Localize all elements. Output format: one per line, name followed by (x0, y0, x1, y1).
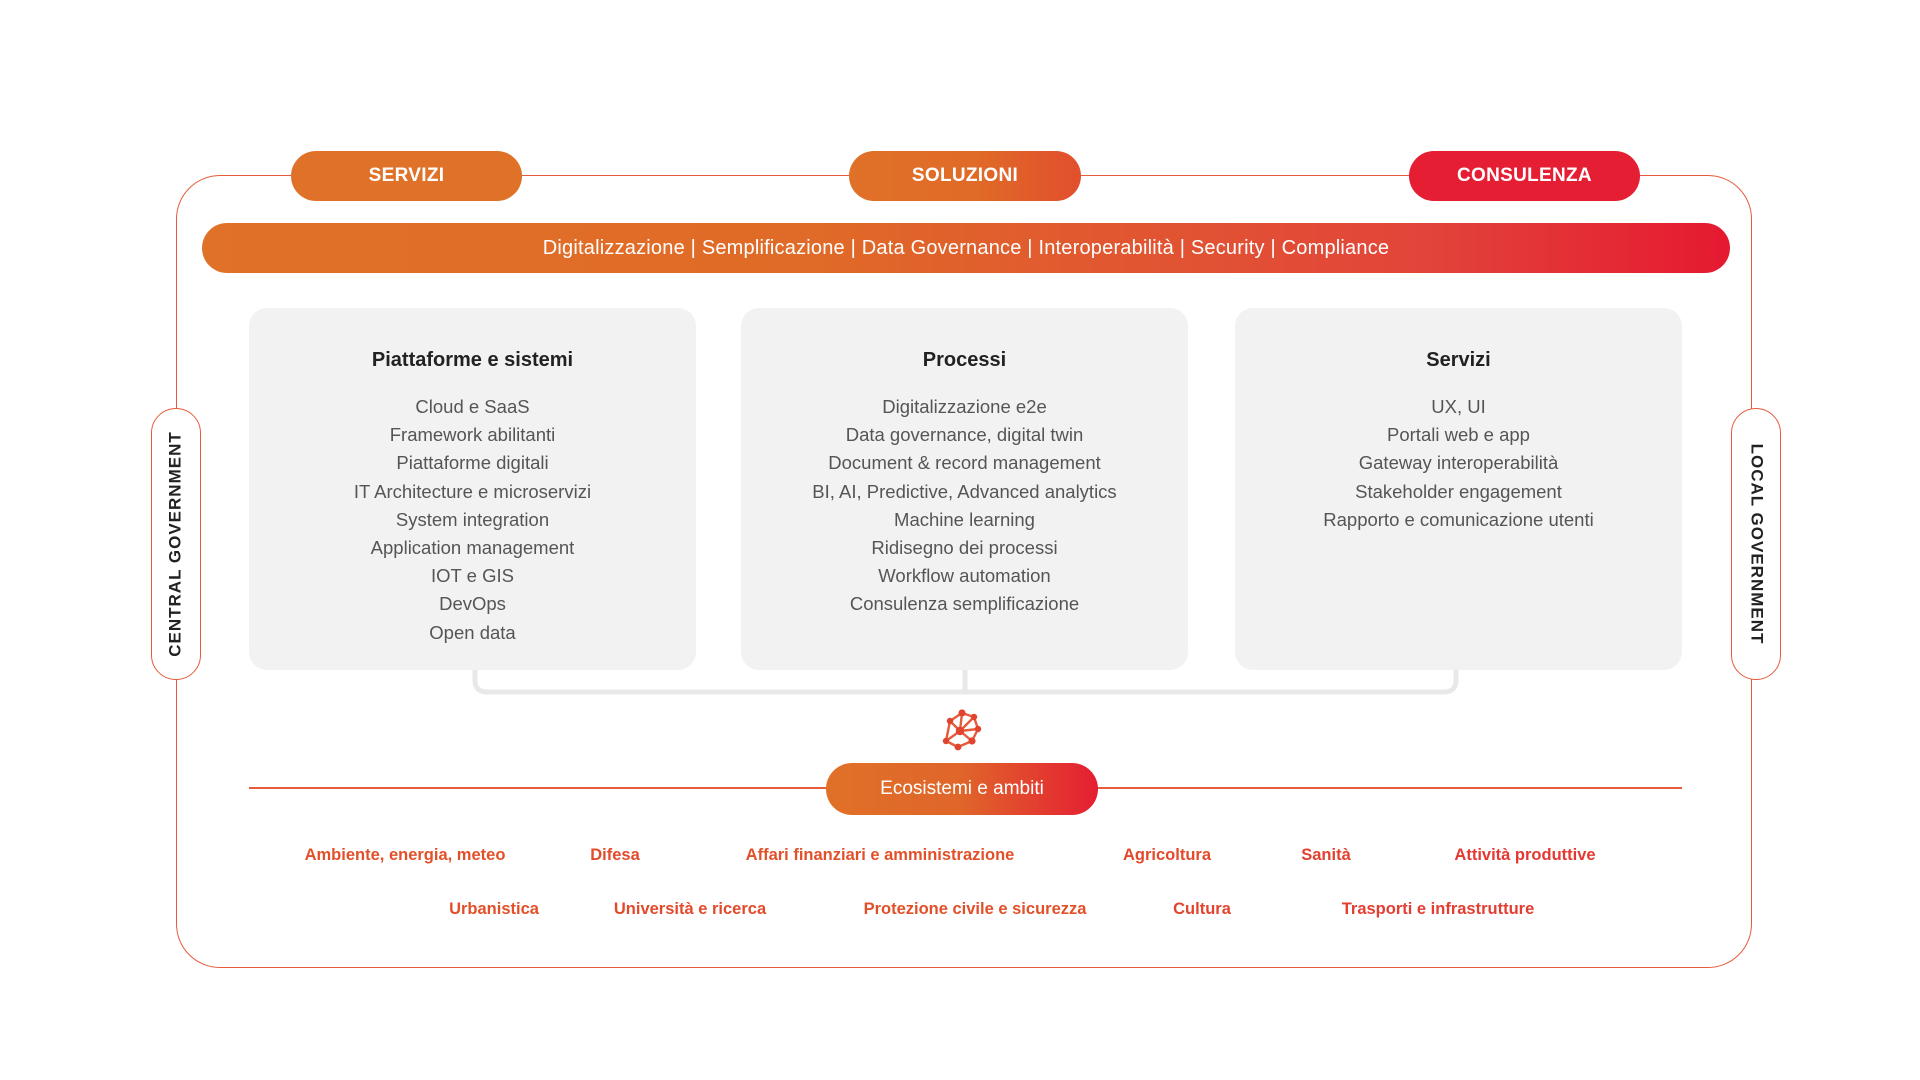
card-list-item: Data governance, digital twin (845, 424, 1084, 446)
local-government-label: LOCAL GOVERNMENT (1747, 443, 1766, 645)
card-list-item: DevOps (439, 593, 506, 615)
ecosystem-item: Affari finanziari e amministrazione (745, 846, 1015, 864)
ecosystem-item: Attività produttive (1454, 846, 1596, 864)
card-title: Processi (922, 349, 1007, 371)
tab-consulenza[interactable]: CONSULENZA (1409, 151, 1640, 201)
card-list-item: Document & record management (828, 452, 1101, 474)
card-list-item: IT Architecture e microservizi (353, 480, 592, 502)
tab-servizi[interactable]: SERVIZI (291, 151, 522, 201)
ecosystem-item: Ambiente, energia, meteo (304, 846, 506, 864)
card-list-item: BI, AI, Predictive, Advanced analytics (812, 480, 1117, 502)
card-list-item: Ridisegno dei processi (871, 537, 1058, 559)
ecosystem-item: Università e ricerca (613, 900, 767, 918)
ecosystem-item: Sanità (1301, 846, 1351, 864)
ecosystem-pill[interactable]: Ecosistemi e ambiti (826, 763, 1098, 815)
ecosystem-item: Protezione civile e sicurezza (863, 900, 1087, 918)
card-list-item: UX, UI (1431, 396, 1486, 417)
card-list-item: Piattaforme digitali (396, 452, 549, 474)
card-list-item: Stakeholder engagement (1355, 480, 1562, 502)
card-list-item: Machine learning (894, 508, 1035, 530)
ecosystem-item: Urbanistica (449, 900, 539, 918)
card-title: Servizi (1426, 349, 1491, 371)
tab-soluzioni[interactable]: SOLUZIONI (849, 151, 1081, 201)
topics-band: Digitalizzazione | Semplificazione | Data Governance | Interoperabilità | Security | Compliance (202, 223, 1730, 273)
card-list-item: System integration (395, 508, 550, 530)
card-title: Piattaforme e sistemi (371, 349, 574, 371)
card-list-item: Gateway interoperabilità (1358, 452, 1559, 474)
card-list-item: Portali web e app (1387, 424, 1530, 446)
card-list-item: Consulenza semplificazione (849, 593, 1080, 615)
ecosystem-item: Agricoltura (1122, 846, 1212, 864)
card-list-item: IOT e GIS (431, 565, 514, 587)
card-list-item: Rapporto e comunicazione utenti (1323, 508, 1594, 530)
central-government-label: CENTRAL GOVERNMENT (166, 431, 186, 657)
ecosystem-item: Difesa (590, 846, 640, 864)
card-list-item: Digitalizzazione e2e (882, 396, 1047, 417)
ecosystem-item: Trasporti e infrastrutture (1341, 900, 1535, 918)
network-molecule-icon (938, 707, 986, 755)
ecosystem-item: Cultura (1173, 900, 1231, 918)
card-list-item: Workflow automation (878, 565, 1051, 587)
card-list-item: Open data (429, 621, 516, 643)
card-list-item: Cloud e SaaS (415, 396, 530, 417)
card-list-item: Framework abilitanti (389, 424, 556, 446)
card-list-item: Application management (370, 537, 575, 559)
